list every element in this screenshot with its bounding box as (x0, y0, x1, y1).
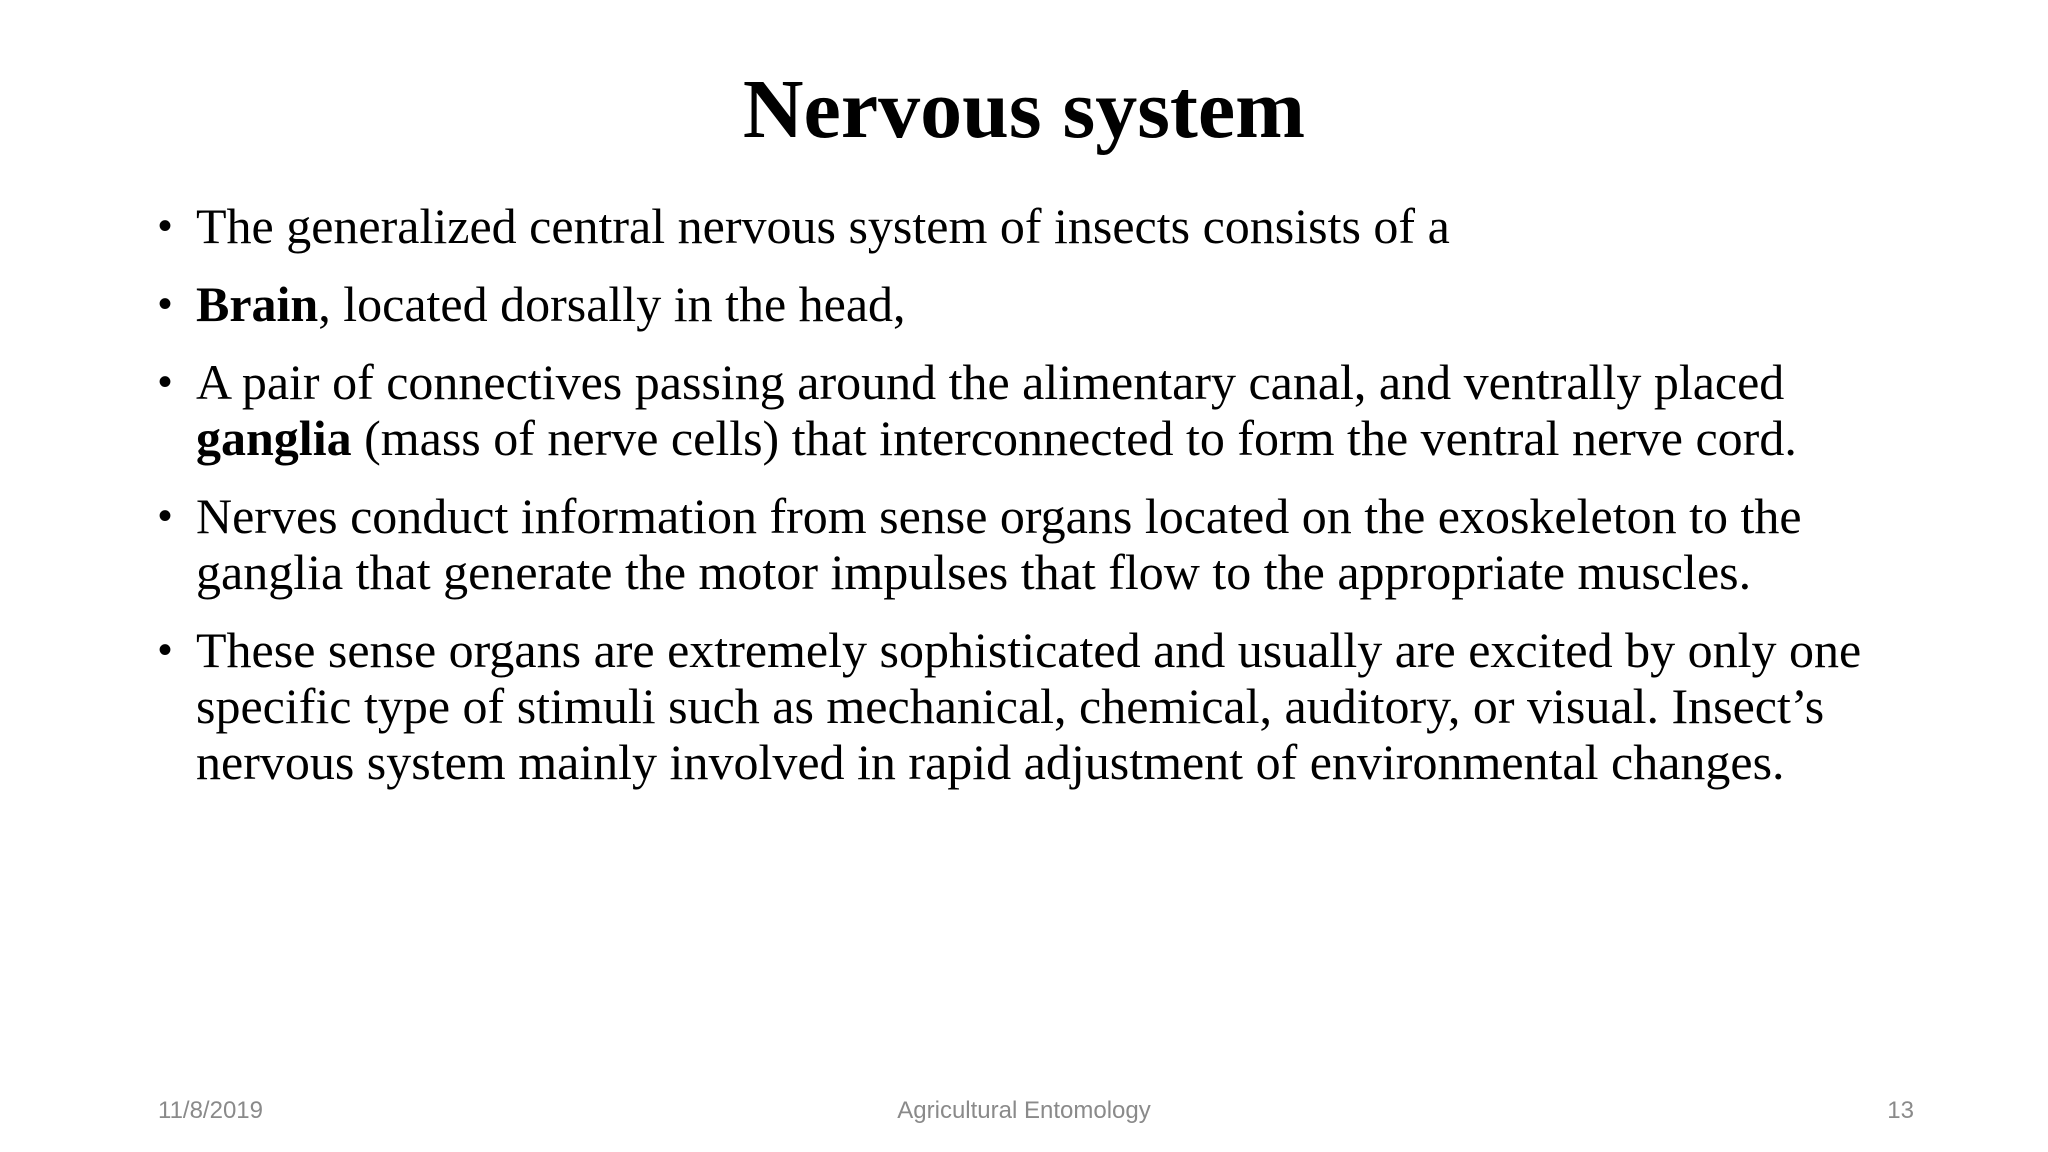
bullet-item (158, 622, 1918, 790)
bold-term-ganglia: ganglia (196, 410, 352, 466)
footer-title: Agricultural Entomology (897, 1097, 1151, 1124)
bullet-marker: • (158, 204, 173, 248)
bullet-marker: • (158, 628, 173, 672)
slide-title: Nervous system (742, 63, 1306, 156)
bullet-text: These sense organs are extremely sophisticated and usually are excited by only one specific type of stimuli such as mechanical, chemical, auditory, or visual. Insect’s nervous system mainly involved in rapid adjustment of environmental changes. (196, 622, 1862, 790)
footer-page-number: 13 (1887, 1097, 1914, 1124)
bullet-item (158, 276, 1918, 332)
bullet-text: (mass of nerve cells) that interconnected to form the ventral nerve cord. (351, 410, 1797, 466)
bullet-text: The generalized central nervous system of insects consists of a (196, 198, 1450, 254)
bullet-text: A pair of connectives passing around the alimentary canal, and ventrally placed (196, 354, 1785, 410)
footer-date: 11/8/2019 (158, 1097, 263, 1124)
bullet-text: , located dorsally in the head, (318, 276, 906, 332)
bullet-item (158, 488, 1918, 600)
bullet-marker: • (158, 282, 173, 326)
bullet-text: Nerves conduct information from sense organs located on the exoskeleton to the ganglia that generate the motor impulses that flow to the appropriate muscles. (196, 488, 1802, 600)
bullet-item (158, 354, 1918, 466)
bullet-marker: • (158, 360, 173, 404)
bullet-marker: • (158, 494, 173, 538)
bullet-list (158, 198, 1918, 812)
bold-term-brain: Brain (196, 276, 319, 332)
bullet-item (158, 198, 1918, 254)
